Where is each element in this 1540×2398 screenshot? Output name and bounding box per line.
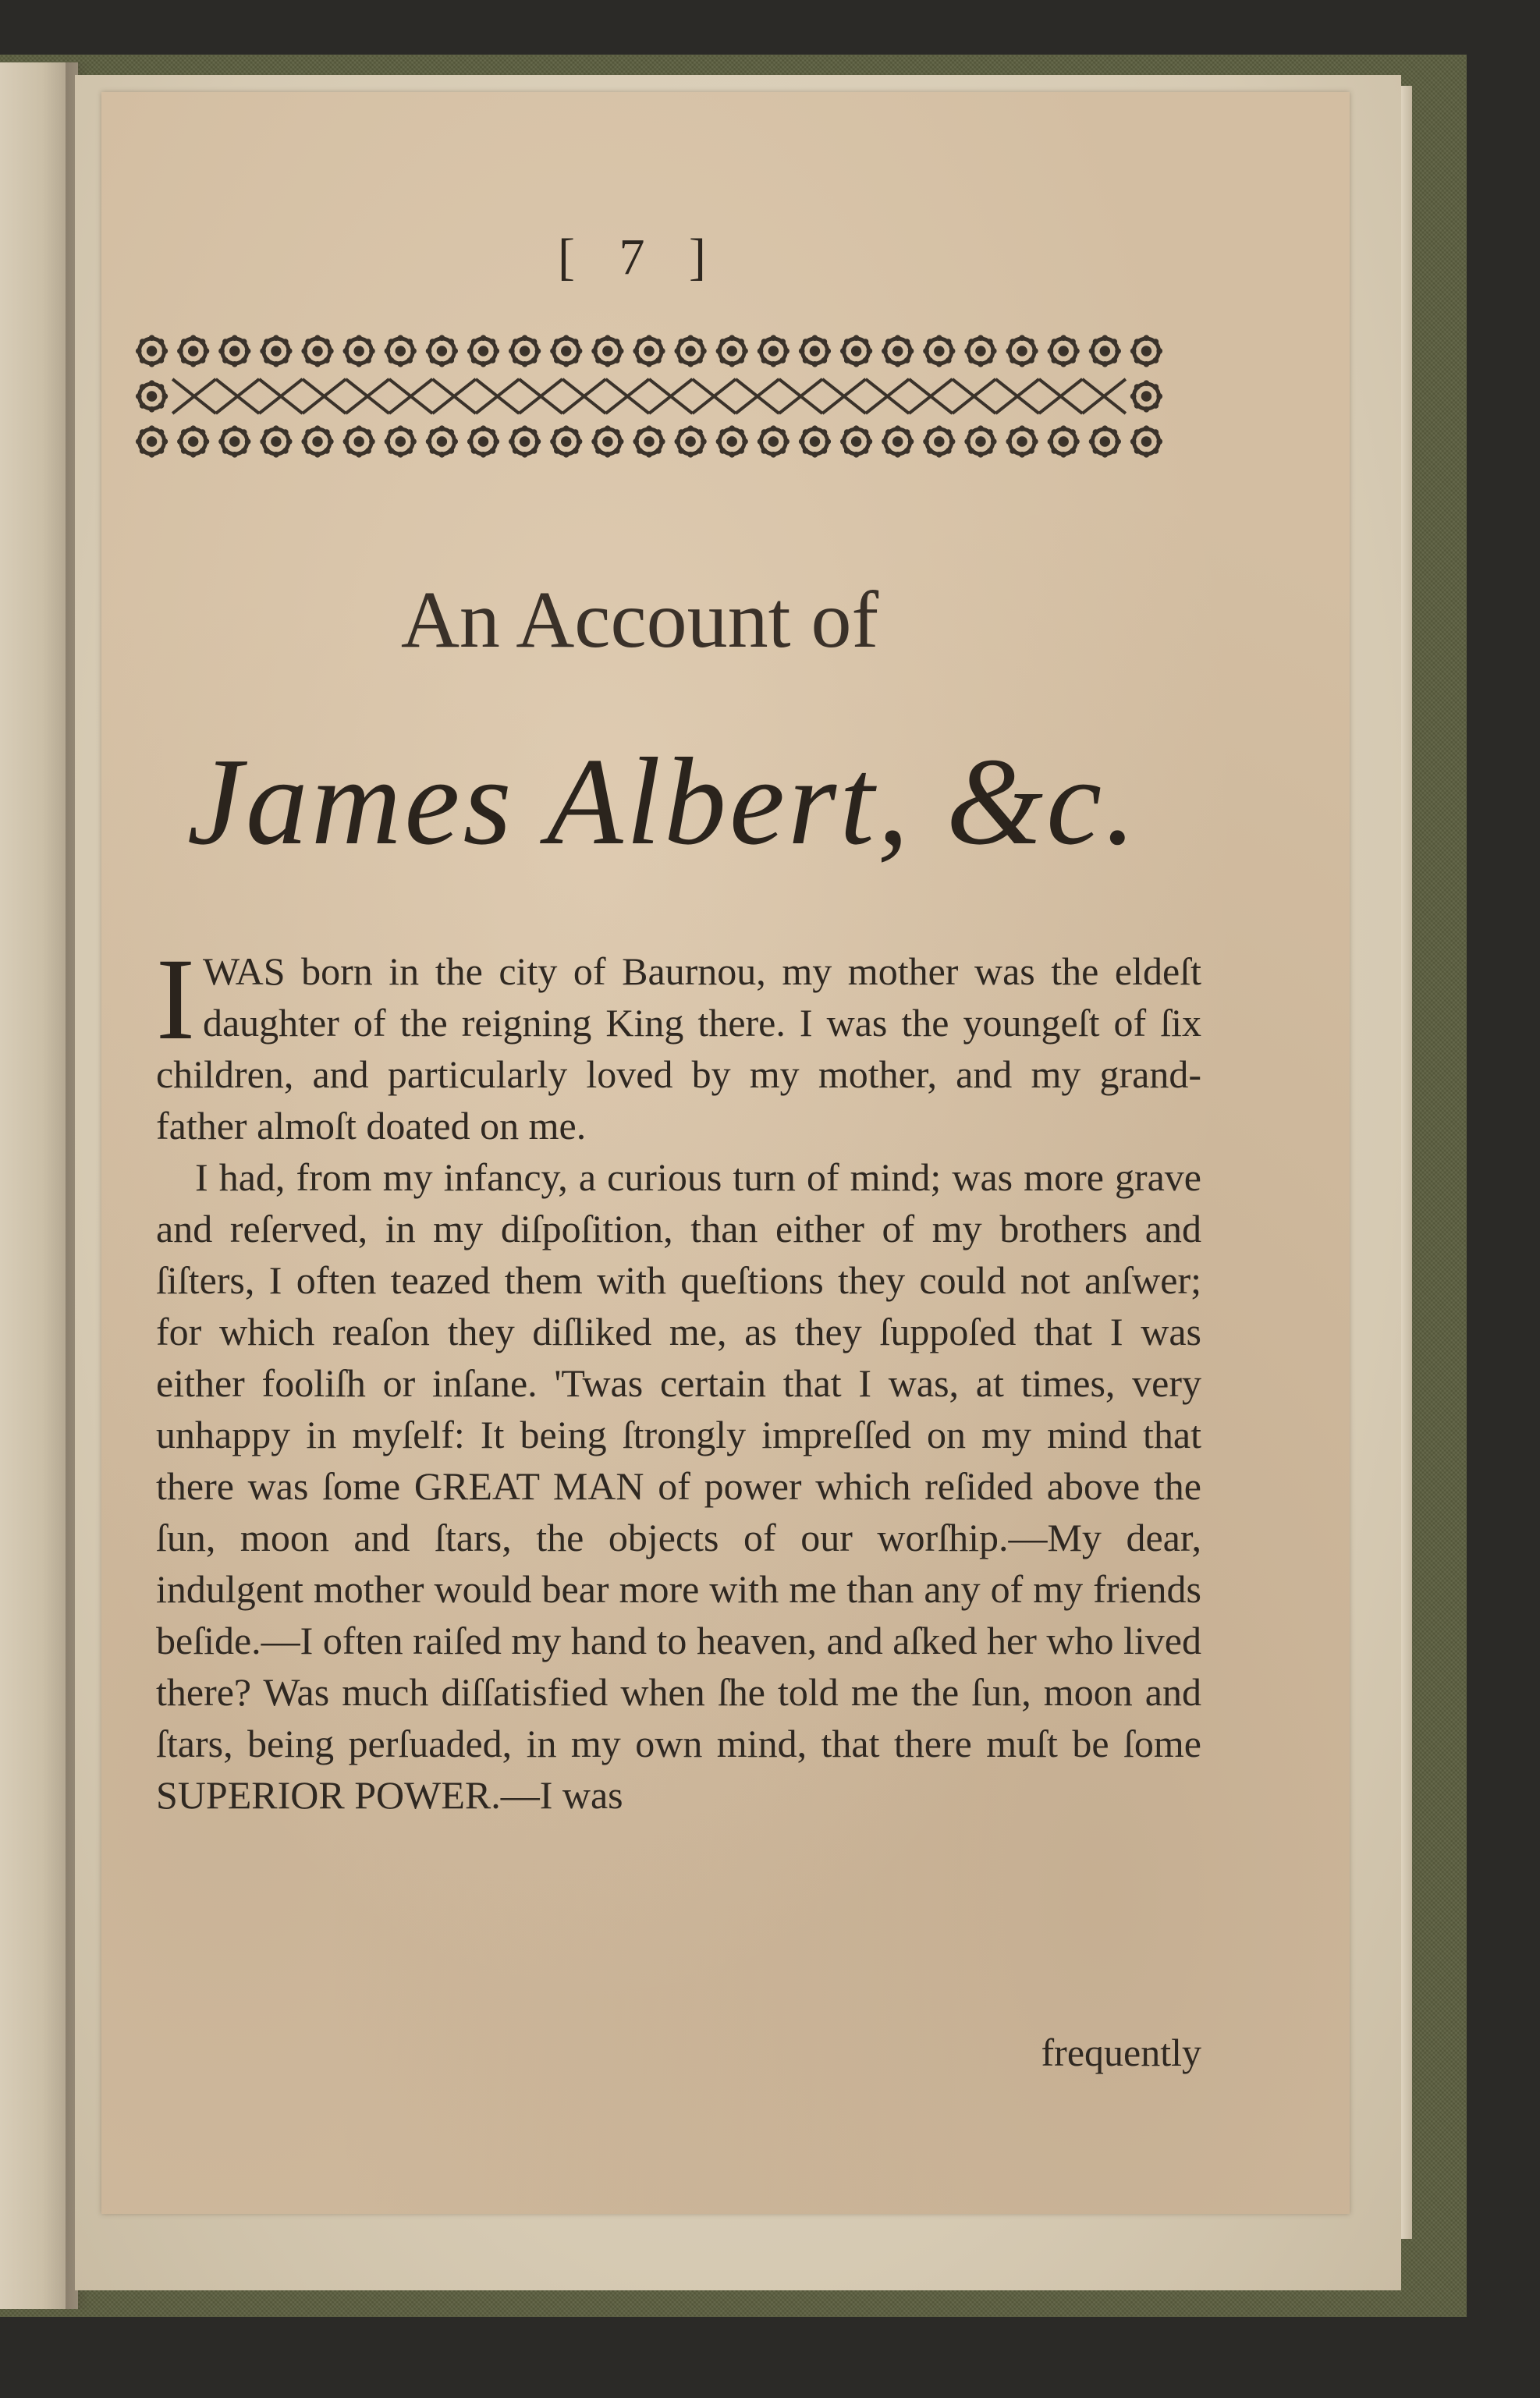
rosette-mark	[260, 335, 292, 367]
rosette-mark	[260, 425, 292, 457]
rosette-mark	[591, 425, 623, 457]
rosette-mark	[964, 335, 996, 367]
rosette-mark	[674, 425, 706, 457]
rosette-mark	[1048, 425, 1080, 457]
rosette-mark	[923, 425, 955, 457]
rosette-mark	[633, 335, 665, 367]
rosette-mark	[1089, 425, 1121, 457]
rosette-mark	[177, 335, 209, 367]
rosette-mark	[467, 425, 499, 457]
rosette-mark	[1130, 335, 1162, 367]
page-number: [ 7 ]	[558, 229, 722, 286]
rosette-mark	[1006, 335, 1038, 367]
rosette-mark	[716, 335, 748, 367]
rosette-mark	[550, 425, 582, 457]
rosette-mark	[385, 425, 417, 457]
rosette-mark	[674, 335, 706, 367]
rosette-mark	[591, 335, 623, 367]
rosette-mark	[758, 425, 790, 457]
heading-line-2: James Albert, &c.	[186, 732, 1140, 871]
rosette-mark	[1130, 380, 1162, 412]
rosette-mark	[550, 335, 582, 367]
rosette-mark	[136, 425, 168, 457]
rosette-mark	[1089, 335, 1121, 367]
paragraph-2: I had, from my infancy, a curious turn of mind; was more grave and reſerved, in my diſpoſition, than either of my brothers and ſiſters, I often teazed them with queſtions they could not anſwer; for which reaſon they diſliked me, as they ſuppoſed that I was either fooliſh or inſane. 'Twas certain that I was, at times, very unhappy in myſelf: It being ſtrongly impreſſed on my mind that there was ſome GREAT MAN of power which reſided above the ſun, moon and ſtars, the objects of our worſhip.—My dear, indulgent mother would bear more with me than any of my friends beſide.—I often raiſed my hand to heaven, and aſked her who lived there? Was much diſſatisfied when ſhe told me the ſun, moon and ſtars, being perſuaded, in my own mind, that there muſt be ſome SUPERIOR POWER.—I was	[156, 1155, 1201, 1817]
rosette-mark	[882, 335, 914, 367]
rosette-mark	[840, 425, 872, 457]
rosette-mark	[964, 425, 996, 457]
rosette-mark	[923, 335, 955, 367]
rosette-mark	[218, 335, 250, 367]
rosette-mark	[301, 335, 333, 367]
rosette-mark	[882, 425, 914, 457]
rosette-mark	[301, 425, 333, 457]
rosette-mark	[1048, 335, 1080, 367]
ornamental-border	[131, 331, 1167, 462]
rosette-mark	[426, 335, 458, 367]
rosette-mark	[799, 335, 831, 367]
paragraph-1: IWAS born in the city of Baurnou, my mother was the eldeſt daughter of the reigning King there. I was the youngeſt of ſix children, and particularly loved by my mother, and my grand-father almoſt doated on me.	[156, 935, 1201, 1148]
rosette-mark	[136, 380, 168, 412]
rosette-mark	[467, 335, 499, 367]
rosette-mark	[343, 335, 375, 367]
rosette-mark	[343, 425, 375, 457]
heading-line-1: An Account of	[400, 575, 879, 665]
rosette-mark	[385, 335, 417, 367]
catchword: frequently	[1041, 2031, 1201, 2074]
rosette-mark	[840, 335, 872, 367]
rosette-mark	[218, 425, 250, 457]
rosette-mark	[1006, 425, 1038, 457]
rosette-mark	[509, 425, 541, 457]
rosette-mark	[136, 335, 168, 367]
rosette-mark	[509, 335, 541, 367]
body-text	[156, 935, 1201, 1821]
lattice-band	[172, 379, 1126, 413]
rosette-mark	[758, 335, 790, 367]
rosette-mark	[799, 425, 831, 457]
rosette-mark	[633, 425, 665, 457]
rosette-mark	[177, 425, 209, 457]
rosette-mark	[1130, 425, 1162, 457]
rosette-mark	[716, 425, 748, 457]
rosette-mark	[426, 425, 458, 457]
